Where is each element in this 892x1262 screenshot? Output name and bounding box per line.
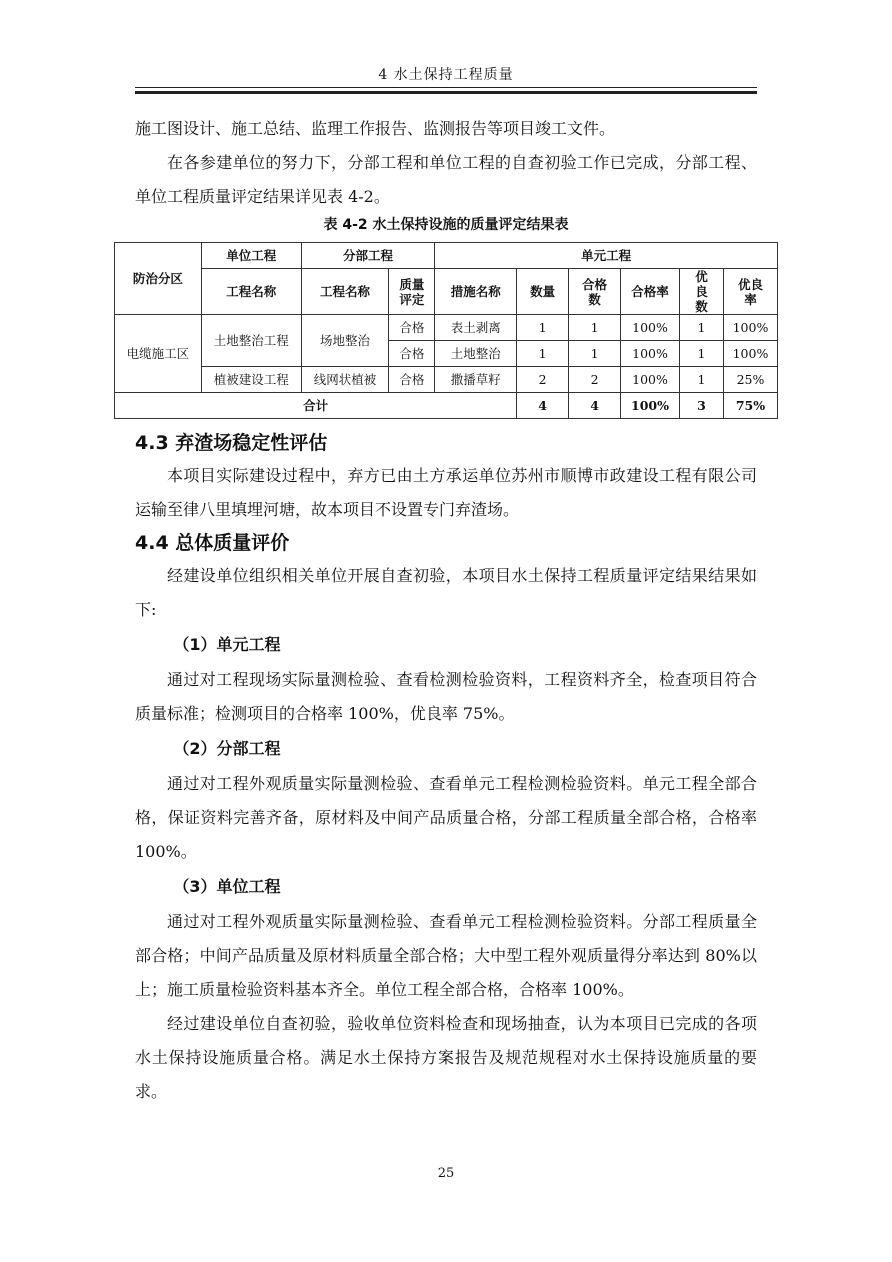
section-4-4-heading: 4.4 总体质量评价 (135, 532, 290, 554)
quality-cell: 合格 (389, 341, 435, 367)
header-unit-project: 单位工程 (201, 243, 301, 269)
qualified-cell: 2 (569, 367, 621, 393)
header-rule-thin (135, 87, 757, 88)
measure-cell: 土地整治 (435, 341, 517, 367)
quality-cell: 合格 (389, 367, 435, 393)
section-4-3-heading: 4.3 弃渣场稳定性评估 (135, 432, 328, 454)
section-4-3-paragraph: 本项目实际建设过程中，弃方已由土方承运单位苏州市顺博市政建设工程有限公司运输至律八里填埋河塘，故本项目不设置专门弃渣场。 (135, 466, 757, 519)
excellent-cell: 1 (679, 341, 723, 367)
count-cell: 1 (517, 315, 569, 341)
table-row (115, 367, 778, 393)
subsection-2-paragraph: 通过对工程外观质量实际量测检验、查看单元工程检测检验资料。单元工程全部合格，保证资料完善齐备，原材料及中间产品质量合格，分部工程质量全部合格，合格率 100%。 (135, 774, 757, 861)
header-excellent-rate: 优良率 (723, 269, 777, 315)
table-header-row-1 (115, 243, 778, 269)
subsection-1-paragraph: 通过对工程现场实际量测检验、查看检测检验资料，工程资料齐全，检查项目符合质量标准；检测项目的合格率 100%，优良率 75%。 (135, 670, 757, 723)
header-count: 数量 (517, 269, 569, 315)
header-zone: 防治分区 (115, 243, 202, 315)
table-total-row (115, 393, 778, 419)
division-cell: 场地整治 (301, 315, 389, 367)
division-cell: 线网状植被 (301, 367, 389, 393)
intro-paragraph-2: 在各参建单位的努力下，分部工程和单位工程的自查初验工作已完成，分部工程、单位工程质量评定结果详见表 4-2。 (135, 153, 757, 206)
pass-rate-cell: 100% (621, 367, 680, 393)
zone-cell: 电缆施工区 (115, 315, 202, 393)
table-row (115, 315, 778, 341)
subsection-1-heading: （1）单元工程 (173, 635, 281, 654)
header-division-name: 工程名称 (301, 269, 389, 315)
header-pass-rate: 合格率 (621, 269, 680, 315)
excellent-cell: 1 (679, 315, 723, 341)
section-4-4-paragraph: 经建设单位组织相关单位开展自查初验，本项目水土保持工程质量评定结果结果如下: (135, 566, 757, 619)
header-project-name: 工程名称 (201, 269, 301, 315)
qualified-cell: 1 (569, 341, 621, 367)
unit-cell: 植被建设工程 (201, 367, 301, 393)
total-label: 合计 (115, 393, 517, 419)
page-number: 25 (437, 1166, 455, 1181)
total-count: 4 (517, 393, 569, 419)
table-header-row-2 (115, 269, 778, 315)
table-caption: 表 4-2 水土保持设施的质量评定结果表 (323, 217, 569, 233)
header-quality: 质量评定 (389, 269, 435, 315)
excellent-rate-cell: 100% (723, 341, 777, 367)
measure-cell: 撒播草籽 (435, 367, 517, 393)
total-excellent: 3 (679, 393, 723, 419)
subsection-3-heading: （3）单位工程 (173, 877, 281, 896)
header-division-project: 分部工程 (301, 243, 435, 269)
total-pass-rate: 100% (621, 393, 680, 419)
header-rule-thick (135, 91, 757, 94)
running-header: 4 水土保持工程质量 (378, 67, 514, 83)
pass-rate-cell: 100% (621, 341, 680, 367)
header-excellent-count: 优良数 (679, 269, 723, 315)
pass-rate-cell: 100% (621, 315, 680, 341)
quality-assessment-table (114, 242, 778, 419)
excellent-cell: 1 (679, 367, 723, 393)
subsection-2-heading: （2）分部工程 (173, 739, 281, 758)
conclusion-paragraph: 经过建设单位自查初验，验收单位资料检查和现场抽查，认为本项目已完成的各项水土保持设施质量合格。满足水土保持方案报告及规范规程对水土保持设施质量的要求。 (135, 1014, 757, 1101)
measure-cell: 表土剥离 (435, 315, 517, 341)
header-measure-name: 措施名称 (435, 269, 517, 315)
subsection-3-paragraph: 通过对工程外观质量实际量测检验、查看单元工程检测检验资料。分部工程质量全部合格；中间产品质量及原材料质量全部合格；大中型工程外观质量得分率达到 80%以上；施工质量检验资料基本齐全。单位工程全部合格，合格率 100%。 (135, 912, 757, 999)
qualified-cell: 1 (569, 315, 621, 341)
unit-cell: 土地整治工程 (201, 315, 301, 367)
header-element-project: 单元工程 (435, 243, 778, 269)
count-cell: 1 (517, 341, 569, 367)
total-excellent-rate: 75% (723, 393, 777, 419)
quality-cell: 合格 (389, 315, 435, 341)
excellent-rate-cell: 25% (723, 367, 777, 393)
total-qualified: 4 (569, 393, 621, 419)
intro-paragraph-1: 施工图设计、施工总结、监理工作报告、监测报告等项目竣工文件。 (135, 119, 616, 138)
page-content (126, 112, 769, 1109)
count-cell: 2 (517, 367, 569, 393)
header-qualified-count: 合格数 (569, 269, 621, 315)
excellent-rate-cell: 100% (723, 315, 777, 341)
